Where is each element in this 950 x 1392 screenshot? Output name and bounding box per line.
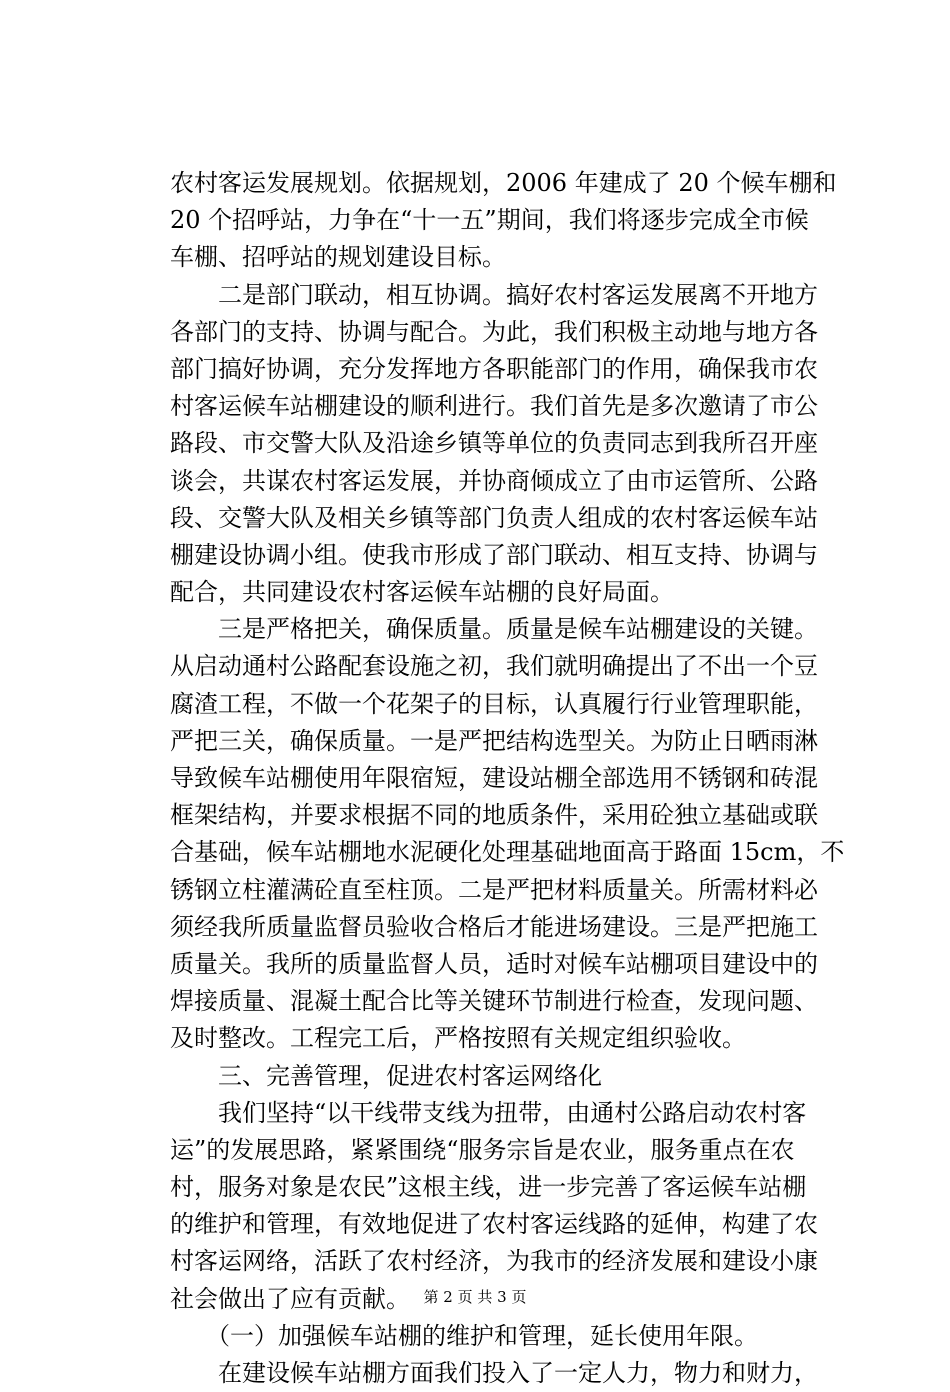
text-line: 部门搞好协调，充分发挥地方各职能部门的作用，确保我市农 — [170, 354, 818, 383]
body-text — [170, 165, 845, 1392]
text-line: （一）加强候车站棚的维护和管理，延长使用年限。 — [170, 1321, 758, 1350]
text-line: 从启动通村公路配套设施之初，我们就明确提出了不出一个豆 — [170, 652, 818, 681]
text-line: 20 个招呼站，力争在“十一五”期间，我们将逐步完成全市候 — [170, 206, 809, 235]
text-line: 农村客运发展规划。依据规划，2006 年建成了 20 个候车棚和 — [170, 169, 837, 197]
text-line: 各部门的支持、协调与配合。为此，我们积极主动地与地方各 — [170, 317, 818, 346]
text-line: 社会做出了应有贡献。 — [170, 1284, 410, 1313]
text-line: 二是部门联动，相互协调。搞好农村客运发展离不开地方 — [170, 280, 818, 309]
text-line: 我们坚持“以干线带支线为扭带，由通村公路启动农村客 — [170, 1098, 807, 1127]
text-line: 锈钢立柱灌满砼直至柱顶。二是严把材料质量关。所需材料必 — [170, 875, 818, 904]
page-footer: 第 2 页 共 3 页 — [423, 1288, 527, 1306]
text-line: 须经我所质量监督员验收合格后才能进场建设。三是严把施工 — [170, 912, 818, 941]
text-line: 三是严格把关，确保质量。质量是候车站棚建设的关键。 — [170, 615, 818, 644]
text-line: 村，服务对象是农民”这根主线，进一步完善了客运候车站棚 — [170, 1173, 807, 1202]
text-line: 车棚、招呼站的规划建设目标。 — [170, 243, 506, 272]
text-line: 村客运候车站棚建设的顺利进行。我们首先是多次邀请了市公 — [170, 392, 818, 421]
text-line: 段、交警大队及相关乡镇等部门负责人组成的农村客运候车站 — [170, 503, 818, 532]
text-line: 导致候车站棚使用年限宿短，建设站棚全部选用不锈钢和砖混 — [170, 764, 818, 792]
text-line: 运”的发展思路，紧紧围绕“服务宗旨是农业，服务重点在农 — [170, 1135, 795, 1164]
text-line: 配合，共同建设农村客运候车站棚的良好局面。 — [170, 578, 674, 607]
text-line: 焊接质量、混凝土配合比等关键环节制进行检查，发现问题、 — [170, 987, 818, 1016]
text-line: 严把三关，确保质量。一是严把结构选型关。为防止日晒雨淋 — [170, 726, 818, 755]
text-line: 棚建设协调小组。使我市形成了部门联动、相互支持、协调与 — [170, 540, 818, 569]
text-line: 谈会，共谋农村客运发展，并协商倾成立了由市运管所、公路 — [170, 466, 818, 495]
text-line: 村客运网络，活跃了农村经济，为我市的经济发展和建设小康 — [170, 1247, 818, 1276]
text-line: 腐渣工程，不做一个花架子的目标，认真履行行业管理职能， — [170, 689, 818, 718]
text-line: 三、完善管理，促进农村客运网络化 — [170, 1061, 602, 1090]
text-line: 合基础，候车站棚地水泥硬化处理基础地面高于路面 15cm，不 — [170, 838, 845, 867]
text-line: 框架结构，并要求根据不同的地质条件，采用砼独立基础或联 — [170, 801, 818, 830]
text-line: 在建设候车站棚方面我们投入了一定人力，物力和财力， — [170, 1359, 818, 1387]
text-line: 的维护和管理，有效地促进了农村客运线路的延伸，构建了农 — [170, 1210, 818, 1239]
text-line: 及时整改。工程完工后，严格按照有关规定组织验收。 — [170, 1024, 746, 1053]
text-line: 质量关。我所的质量监督人员，适时对候车站棚项目建设中的 — [170, 949, 818, 978]
text-line: 路段、市交警大队及沿途乡镇等单位的负责同志到我所召开座 — [170, 429, 818, 458]
